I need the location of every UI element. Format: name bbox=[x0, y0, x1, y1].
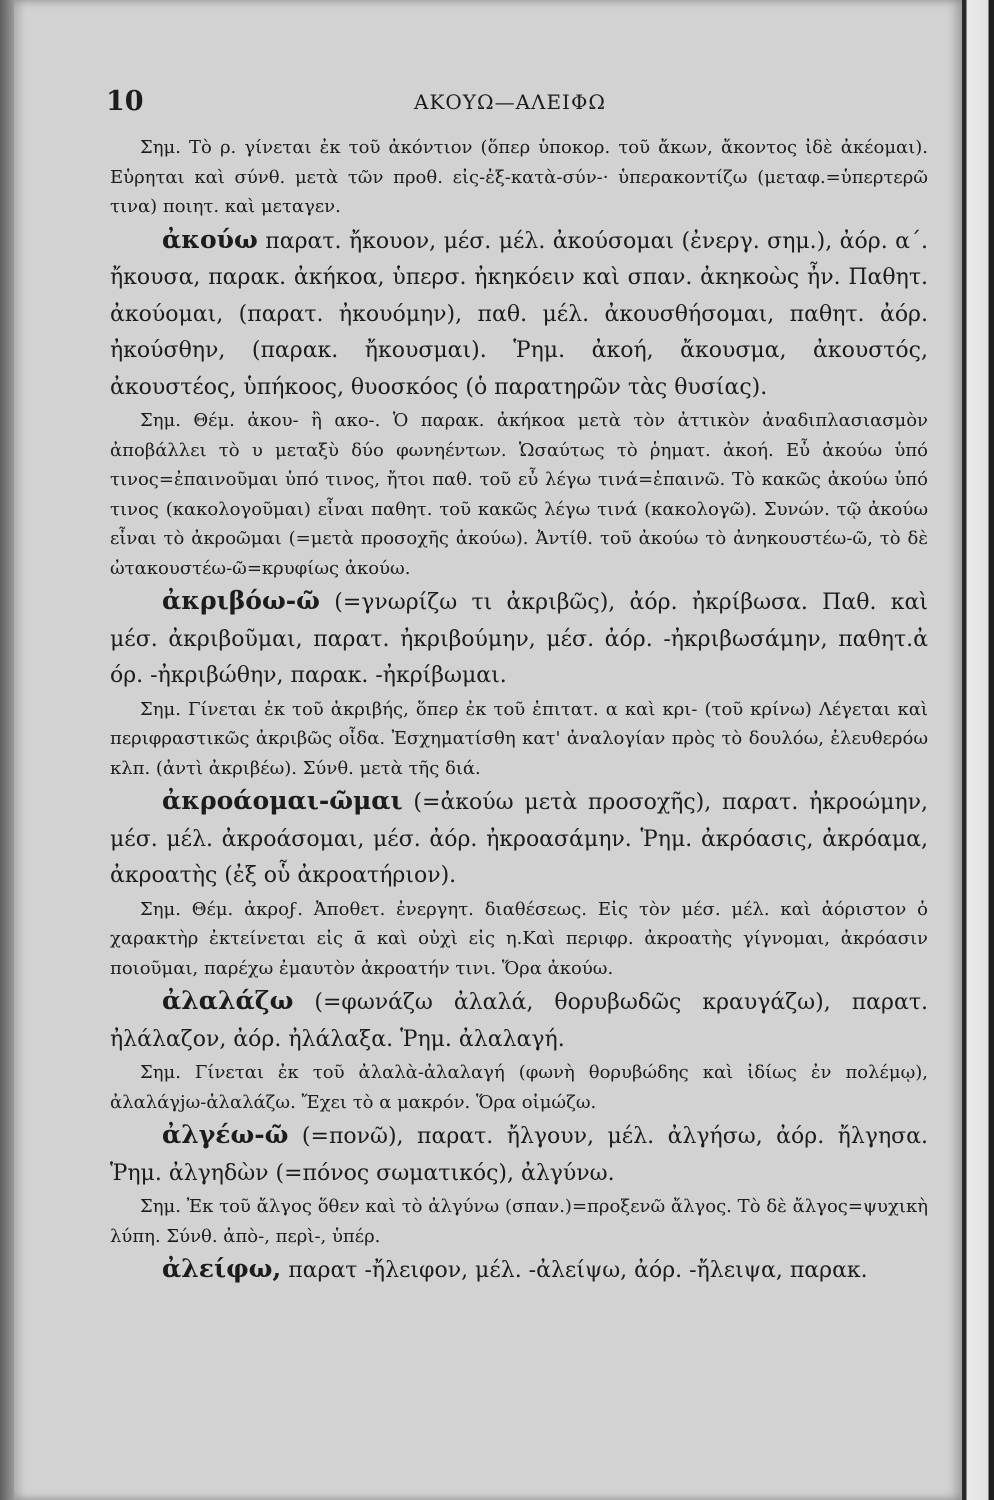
note-text: Σημ. Τὸ ρ. γίνεται ἐκ τοῦ ἀκόντιον (ὅπερ ὑποκορ. τοῦ ἄκων, ἄκοντος ἰδὲ ἀκέομαι). Εὑρηται καὶ σύνθ. μετὰ τῶν προθ. εἰς-ἐξ-κατὰ-σύν-· ὑπερακοντίζω (μεταφ.=ὑπερτερῶ τινα) ποιητ. καὶ μεταγεν. bbox=[110, 137, 928, 217]
note-text: Σημ. Γίνεται ἐκ τοῦ ἀλαλὰ-ἀλαλαγή (φωνὴ θορυβώδης καὶ ἰδίως ἐν πολέμῳ), ἀλαλάγjω-ἀλαλάζω. Ἔχει τὸ α μακρόν. Ὅρα οἰμώζω. bbox=[110, 1062, 928, 1113]
headword: ἀλγέω-ῶ bbox=[162, 1120, 289, 1149]
headword: ἀλαλάζω bbox=[162, 986, 294, 1015]
headword: ἀκροάομαι-ῶμαι bbox=[162, 786, 403, 815]
note-text: Σημ. Θέμ. ἀκου- ἢ ακο-. Ὁ παρακ. ἀκήκοα μετὰ τὸν ἀττικὸν ἀναδιπλασιασμὸν ἀποβάλλει τὸ υ μεταξὺ δύο φωνηέντων. Ὡσαύτως τὸ ῥηματ. ἀκοή. Εὖ ἀκούω ὑπό τινος=ἐπαινοῦμαι ὑπό τινος, ἤτοι παθ. τοῦ εὖ λέγω τινά=ἐπαινῶ. Τὸ κακῶς ἀκούω ὑπό τινος (κακολογοῦμαι) εἶναι παθητ. τοῦ κακῶς λέγω τινά (κακολογῶ). Συνών. τῷ ἀκούω εἶναι τὸ ἀκροῶμαι (=μετὰ προσοχῆς ἀκούω). Ἀντίθ. τοῦ ἀκούω τὸ ἀνηκουστέω-ῶ, τὸ δὲ ὠτακουστέω-ῶ=κρυφίως ἀκούω. bbox=[110, 410, 928, 579]
entry-alalazo bbox=[110, 983, 928, 1058]
entry-text: (=πονῶ), παρατ. ἤλγουν, μέλ. ἀλγήσω, ἀόρ. ἤλγησα. Ῥημ. ἀλγηδὼν (=πόνος σωματικός), ἀλγύνω. bbox=[110, 1124, 928, 1186]
entry-aleipho bbox=[110, 1251, 928, 1290]
entry-text: παρατ. ἤκουον, μέσ. μέλ. ἀκούσομαι (ἐνεργ. σημ.), ἀόρ. α΄. ἤκουσα, παρακ. ἀκήκοα, ὑπερσ. ἠκηκόειν καὶ σπαν. ἀκηκοὼς ἦν. Παθητ. ἀκούομαι, (παρατ. ἠκουόμην), παθ. μέλ. ἀκουσθήσομαι, παθητ. ἀόρ. ἠκούσθην, (παρακ. ἤκουσμαι). Ῥημ. ἀκοή, ἄκουσμα, ἀκουστός, ἀκουστέος, ὑπήκοος, θυοσκόος (ὁ παρατηρῶν τὰς θυσίας). bbox=[110, 228, 928, 400]
note-paragraph bbox=[110, 695, 928, 784]
headword: ἀκούω bbox=[162, 224, 258, 254]
note-text: Σημ. Θέμ. ἀκροϝ. Ἀποθετ. ἐνεργητ. διαθέσεως. Εἰς τὸν μέσ. μέλ. καὶ ἀόριστον ὁ χαρακτὴρ ἐκτείνεται εἰς ᾱ καὶ οὐχὶ εἰς η.Καὶ περιφρ. ἀκροατὴς γίγνομαι, ἀκρόασιν ποιοῦμαι, παρέχω ἐμαυτὸν ἀκροατήν τινι. Ὅρα ἀκούω. bbox=[110, 898, 928, 979]
entry-akriboo bbox=[110, 583, 928, 695]
book-page bbox=[14, 0, 962, 1500]
running-head: ΑΚΟΥΩ—ΑΛΕΙΦΩ bbox=[414, 90, 606, 114]
page-number: 10 bbox=[106, 86, 144, 117]
entry-akouo bbox=[110, 222, 928, 407]
note-paragraph bbox=[110, 895, 928, 984]
note-text: Σημ. Ἐκ τοῦ ἄλγος ὅθεν καὶ τὸ ἀλγύνω (σπαν.)=προξενῶ ἄλγος. Τὸ δὲ ἄλγος=ψυχικὴ λύπη. Σύνθ. ἀπὸ-, περὶ-, ὑπέρ. bbox=[110, 1196, 928, 1247]
note-paragraph bbox=[110, 406, 928, 583]
note-text: Σημ. Γίνεται ἐκ τοῦ ἀκριβής, ὅπερ ἐκ τοῦ ἐπιτατ. α καὶ κρι- (τοῦ κρίνω) Λέγεται καὶ περιφραστικῶς ἀκριβῶς οἶδα. Ἐσχηματίσθη κατ' ἀναλογίαν πρὸς τὸ δουλόω, ἐλευθερόω κλπ. (ἀντὶ ἀκριβέω). Σύνθ. μετὰ τῆς διά. bbox=[110, 698, 928, 779]
note-paragraph bbox=[110, 1192, 928, 1251]
entry-akroaomai bbox=[110, 783, 928, 895]
entry-text: (=ἀκούω μετὰ προσοχῆς), παρατ. ἠκροώμην, μέσ. μέλ. ἀκροάσομαι, μέσ. ἀόρ. ἠκροασάμην. Ῥημ. ἀκρόασις, ἀκρόαμα, ἀκροατὴς (ἐξ οὗ ἀκροατήριον). bbox=[110, 790, 928, 888]
entry-text: (=γνωρίζω τι ἀκριβῶς), ἀόρ. ἠκρίβωσα. Παθ. καὶ μέσ. ἀκριβοῦμαι, παρατ. ἠκριβούμην, μέσ. ἀόρ. -ἠκριβωσάμην, παθητ.ἀ όρ. -ἠκριβώθην, παρακ. -ἠκρίβωμαι. bbox=[110, 590, 928, 688]
headword: ἀκριβόω-ῶ bbox=[162, 586, 320, 615]
note-paragraph bbox=[110, 133, 928, 222]
headword: ἀλείφω, bbox=[162, 1254, 282, 1283]
entry-text: παρατ -ἤλειφον, μέλ. -ἀλείψω, ἀόρ. -ἤλειψα, παρακ. bbox=[281, 1258, 868, 1283]
entry-text: (=φωνάζω ἀλαλά, θορυβωδῶς κραυγάζω), παρατ. ἠλάλαζον, ἀόρ. ἠλάλαξα. Ῥημ. ἀλαλαγή. bbox=[110, 990, 928, 1052]
scan-right-edge bbox=[962, 0, 994, 1500]
page-body bbox=[110, 133, 928, 1290]
note-paragraph bbox=[110, 1058, 928, 1117]
entry-algeo bbox=[110, 1117, 928, 1192]
scan-left-edge bbox=[0, 0, 14, 1500]
